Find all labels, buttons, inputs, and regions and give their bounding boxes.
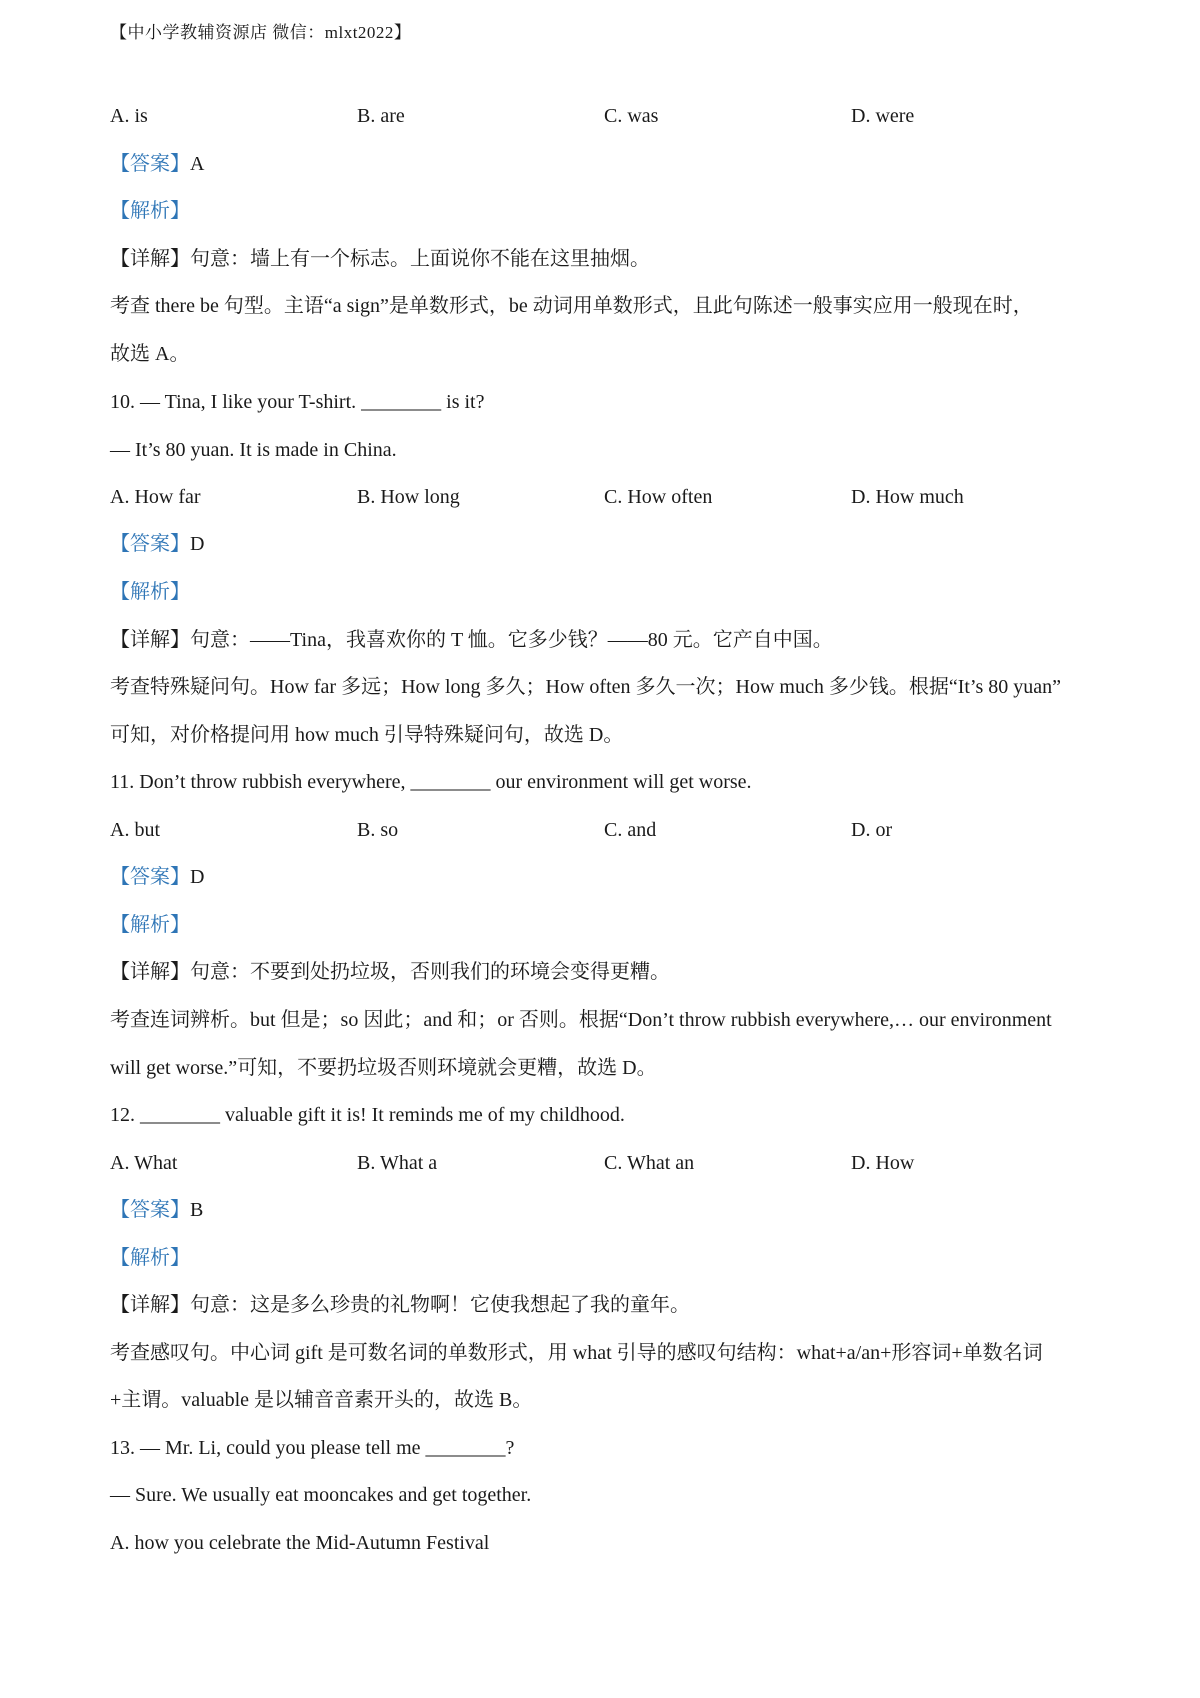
q10-analysis-label: 【解析】 <box>110 581 190 603</box>
q11-option-a: A. but <box>110 819 160 841</box>
q10-reply: — It’s 80 yuan. It is made in China. <box>110 439 397 461</box>
q10-detail-text: 句意：——Tina，我喜欢你的 T 恤。它多少钱？——80 元。它产自中国。 <box>190 629 833 651</box>
q12-answer-value: B <box>190 1199 204 1221</box>
q9-option-d: D. were <box>851 105 915 127</box>
q9-explain-line-1: 考查 there be 句型。主语“a sign”是单数形式，be 动词用单数形式，且此句陈述一般事实应用一般现在时， <box>110 295 1033 317</box>
q11-detail-text: 句意：不要到处扔垃圾，否则我们的环境会变得更糟。 <box>190 961 670 983</box>
q9-option-a: A. is <box>110 105 148 127</box>
detail-label: 【详解】 <box>110 961 190 983</box>
q11-option-d: D. or <box>851 819 893 841</box>
q11-answer-value: D <box>190 866 205 888</box>
q12-answer <box>110 1196 203 1224</box>
answer-label: 【答案】 <box>110 1199 190 1221</box>
q12-stem: 12. ________ valuable gift it is! It reminds me of my childhood. <box>110 1104 625 1126</box>
q10-option-b: B. How long <box>357 486 460 508</box>
q9-answer <box>110 150 204 178</box>
q10-detail <box>110 626 833 654</box>
answer-label: 【答案】 <box>110 533 190 555</box>
q11-stem: 11. Don’t throw rubbish everywhere, ________ our environment will get worse. <box>110 771 752 793</box>
q11-option-c: C. and <box>604 819 657 841</box>
detail-label: 【详解】 <box>110 248 190 270</box>
q12-option-d: D. How <box>851 1152 915 1174</box>
q10-explain-line-2: 可知，对价格提问用 how much 引导特殊疑问句，故选 D。 <box>110 724 624 746</box>
q13-reply: — Sure. We usually eat mooncakes and get together. <box>110 1484 532 1506</box>
q9-option-c: C. was <box>604 105 659 127</box>
q12-option-a: A. What <box>110 1152 178 1174</box>
detail-label: 【详解】 <box>110 629 190 651</box>
q13-option-a: A. how you celebrate the Mid-Autumn Festival <box>110 1532 490 1554</box>
q9-analysis-label: 【解析】 <box>110 200 190 222</box>
q10-explain-line-1: 考查特殊疑问句。How far 多远；How long 多久；How often 多久一次；How much 多少钱。根据“It’s 80 yuan” <box>110 676 1062 698</box>
q11-explain-line-2: will get worse.”可知，不要扔垃圾否则环境就会更糟，故选 D。 <box>110 1057 657 1079</box>
q10-answer-value: D <box>190 533 205 555</box>
q11-answer <box>110 863 204 891</box>
q10-option-a: A. How far <box>110 486 201 508</box>
q9-option-b: B. are <box>357 105 405 127</box>
q13-stem: 13. — Mr. Li, could you please tell me ________? <box>110 1437 515 1459</box>
q10-stem: 10. — Tina, I like your T-shirt. ________ is it? <box>110 391 485 413</box>
q10-option-c: C. How often <box>604 486 713 508</box>
q12-explain-line-1: 考查感叹句。中心词 gift 是可数名词的单数形式，用 what 引导的感叹句结构：what+a/an+形容词+单数名词 <box>110 1342 1043 1364</box>
q12-explain-line-2: +主谓。valuable 是以辅音音素开头的，故选 B。 <box>110 1389 533 1411</box>
q12-detail-text: 句意：这是多么珍贵的礼物啊！它使我想起了我的童年。 <box>190 1294 690 1316</box>
answer-label: 【答案】 <box>110 153 190 175</box>
q11-detail <box>110 958 670 986</box>
q10-answer <box>110 530 204 558</box>
q11-option-b: B. so <box>357 819 399 841</box>
q11-analysis-label: 【解析】 <box>110 914 190 936</box>
answer-label: 【答案】 <box>110 866 190 888</box>
detail-label: 【详解】 <box>110 1294 190 1316</box>
q9-explain-line-2: 故选 A。 <box>110 343 190 365</box>
source-header: 【中小学教辅资源店 微信：mlxt2022】 <box>110 23 412 42</box>
q10-option-d: D. How much <box>851 486 964 508</box>
q12-analysis-label: 【解析】 <box>110 1247 190 1269</box>
q9-detail-text: 句意：墙上有一个标志。上面说你不能在这里抽烟。 <box>190 248 650 270</box>
q12-option-c: C. What an <box>604 1152 695 1174</box>
q12-option-b: B. What a <box>357 1152 438 1174</box>
q9-detail <box>110 245 650 273</box>
q12-detail <box>110 1291 690 1319</box>
q11-explain-line-1: 考查连词辨析。but 但是；so 因此；and 和；or 否则。根据“Don’t throw rubbish everywhere,… our environment <box>110 1009 1052 1031</box>
q9-answer-value: A <box>190 153 205 175</box>
